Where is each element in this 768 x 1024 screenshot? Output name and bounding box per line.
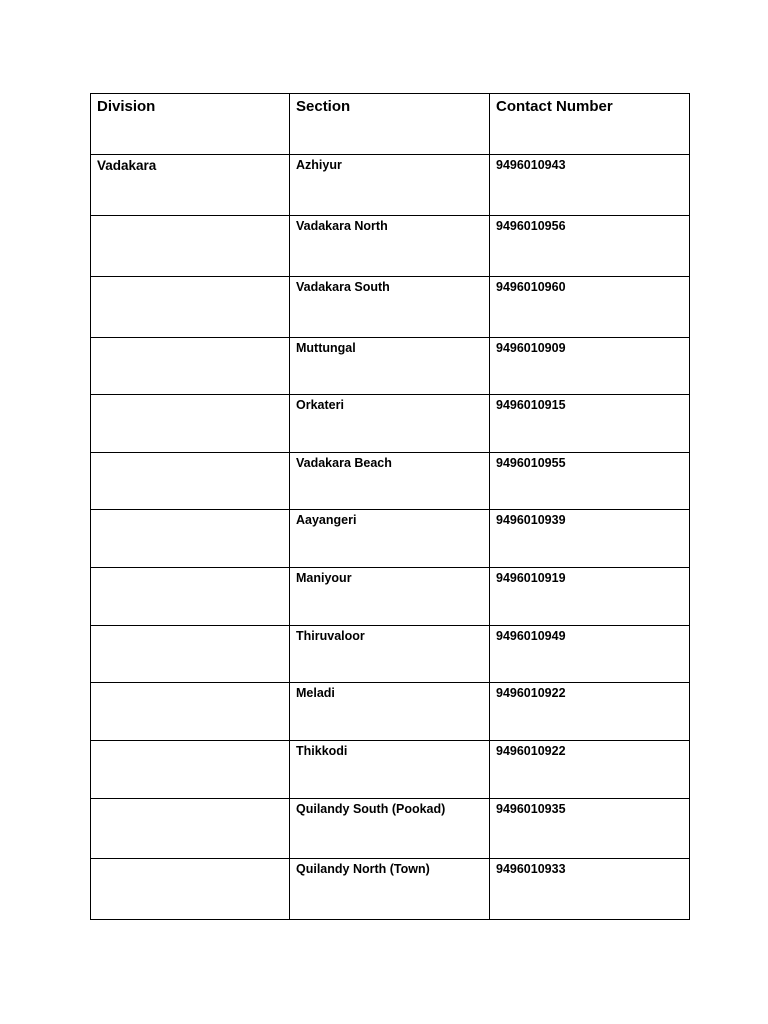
- section-text: Muttungal: [296, 341, 356, 355]
- header-section: [290, 94, 490, 155]
- header-section-label: Section: [296, 98, 351, 115]
- contact-cell: [490, 395, 690, 453]
- section-text: Vadakara North: [296, 219, 388, 233]
- contact-cell: [490, 683, 690, 741]
- header-contact-label: Contact Number: [496, 98, 613, 115]
- section-cell: [290, 568, 490, 626]
- division-cell: [91, 859, 290, 920]
- division-text: [91, 395, 289, 398]
- contact-text: 9496010939: [496, 513, 566, 527]
- section-text: Thikkodi: [296, 744, 348, 758]
- section-text: Thiruvaloor: [296, 629, 365, 643]
- section-text: Vadakara South: [296, 280, 390, 294]
- contact-cell: [490, 859, 690, 920]
- table-row: [91, 741, 690, 799]
- header-contact-number: [490, 94, 690, 155]
- contact-text: 9496010909: [496, 341, 566, 355]
- table-row: [91, 683, 690, 741]
- contact-text: 9496010955: [496, 456, 566, 470]
- division-cell: [91, 453, 290, 510]
- section-text: Orkateri: [296, 398, 344, 412]
- division-cell: [91, 338, 290, 395]
- section-cell: [290, 799, 490, 859]
- section-cell: [290, 683, 490, 741]
- table-row: [91, 859, 690, 920]
- section-text: Quilandy North (Town): [296, 862, 430, 876]
- contact-text: 9496010949: [496, 629, 566, 643]
- contact-cell: [490, 453, 690, 510]
- table-row: [91, 277, 690, 338]
- contact-cell: [490, 216, 690, 277]
- contact-cell: [490, 799, 690, 859]
- contact-cell: [490, 568, 690, 626]
- division-cell: [91, 510, 290, 568]
- section-cell: [290, 277, 490, 338]
- division-text: [91, 510, 289, 513]
- division-text: [91, 453, 289, 456]
- section-text: Aayangeri: [296, 513, 357, 527]
- division-text: [91, 216, 289, 219]
- contact-text: 9496010935: [496, 802, 566, 816]
- division-cell: [91, 799, 290, 859]
- table-row: [91, 568, 690, 626]
- division-cell: [91, 741, 290, 799]
- contact-cell: [490, 510, 690, 568]
- contact-text: 9496010915: [496, 398, 566, 412]
- header-division: [91, 94, 290, 155]
- section-text: Quilandy South (Pookad): [296, 802, 446, 816]
- section-cell: [290, 510, 490, 568]
- contact-cell: [490, 277, 690, 338]
- division-text: [91, 277, 289, 280]
- division-text: [91, 741, 289, 744]
- section-cell: [290, 626, 490, 683]
- contact-text: 9496010933: [496, 862, 566, 876]
- table-row: [91, 216, 690, 277]
- contact-cell: [490, 626, 690, 683]
- table-row: [91, 155, 690, 216]
- division-cell: [91, 277, 290, 338]
- contact-text: 9496010943: [496, 158, 566, 172]
- division-cell: [91, 626, 290, 683]
- division-text: [91, 683, 289, 686]
- division-text: Vadakara: [97, 158, 157, 173]
- table-row: [91, 453, 690, 510]
- contact-text: 9496010922: [496, 686, 566, 700]
- section-text: Meladi: [296, 686, 335, 700]
- division-cell: [91, 216, 290, 277]
- table-row: [91, 799, 690, 859]
- division-text: [91, 338, 289, 341]
- division-text: [91, 626, 289, 629]
- contact-text: 9496010956: [496, 219, 566, 233]
- contact-cell: [490, 338, 690, 395]
- table-header-row: [91, 94, 690, 155]
- section-cell: [290, 395, 490, 453]
- header-division-label: Division: [97, 98, 156, 115]
- table-row: [91, 338, 690, 395]
- division-cell: [91, 155, 290, 216]
- table-row: [91, 626, 690, 683]
- section-text: Maniyour: [296, 571, 352, 585]
- contact-cell: [490, 741, 690, 799]
- table-row: [91, 510, 690, 568]
- division-text: [91, 568, 289, 571]
- division-cell: [91, 395, 290, 453]
- section-cell: [290, 741, 490, 799]
- division-cell: [91, 568, 290, 626]
- division-text: [91, 799, 289, 802]
- contact-text: 9496010960: [496, 280, 566, 294]
- contact-text: 9496010919: [496, 571, 566, 585]
- section-cell: [290, 859, 490, 920]
- section-cell: [290, 216, 490, 277]
- table-row: [91, 395, 690, 453]
- section-cell: [290, 453, 490, 510]
- contacts-table: [90, 93, 690, 920]
- section-text: Vadakara Beach: [296, 456, 392, 470]
- division-cell: [91, 683, 290, 741]
- section-text: Azhiyur: [296, 158, 342, 172]
- section-cell: [290, 155, 490, 216]
- division-text: [91, 859, 289, 862]
- contact-cell: [490, 155, 690, 216]
- contact-text: 9496010922: [496, 744, 566, 758]
- section-cell: [290, 338, 490, 395]
